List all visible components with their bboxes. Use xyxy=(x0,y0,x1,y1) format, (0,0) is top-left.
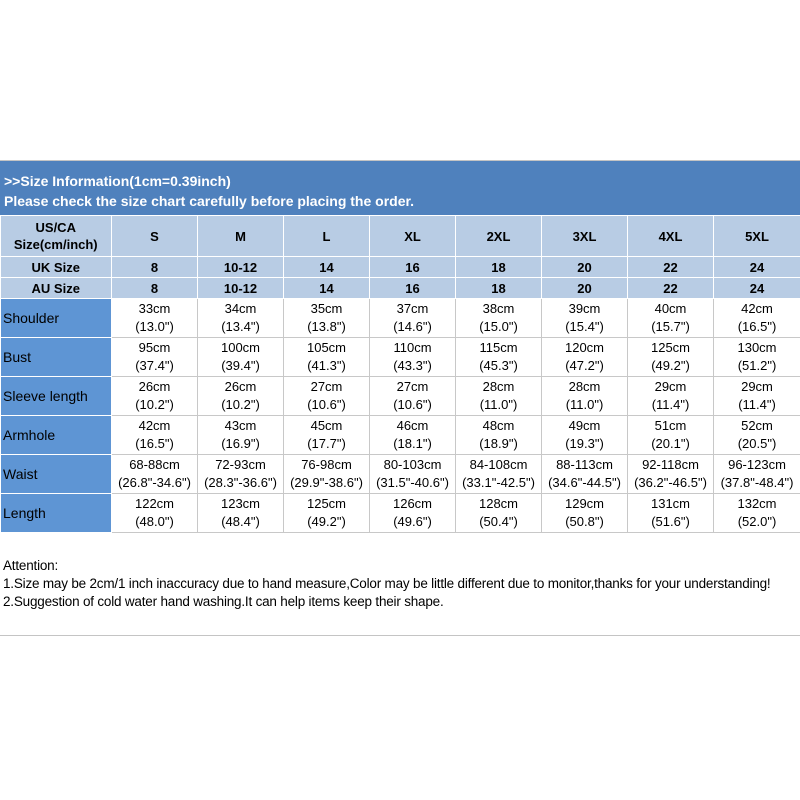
measurement-cell xyxy=(370,494,456,533)
measurement-cell xyxy=(370,377,456,416)
inch-value: (51.2") xyxy=(737,358,777,373)
measurement-row xyxy=(1,416,800,455)
measurement-cell xyxy=(370,455,456,494)
cm-value: 26cm xyxy=(138,379,171,394)
banner-subtitle: Please check the size chart carefully before placing the order. xyxy=(4,193,415,209)
inch-value: (36.2"-46.5") xyxy=(634,475,707,490)
attention-notes xyxy=(0,533,800,611)
cm-value: 131cm xyxy=(650,496,691,511)
cm-value: 38cm xyxy=(482,301,515,316)
measurement-cell xyxy=(198,494,284,533)
inch-value: (20.1") xyxy=(651,436,690,451)
inch-value: (15.0") xyxy=(479,319,518,334)
measurement-row xyxy=(1,377,800,416)
inch-value: (17.7") xyxy=(307,436,346,451)
measurement-cell xyxy=(284,338,370,377)
au-size-label: AU Size xyxy=(1,278,112,299)
cm-value: 72-93cm xyxy=(215,457,266,472)
uk-size-cell: 22 xyxy=(628,257,714,278)
inch-value: (45.3") xyxy=(479,358,518,373)
inch-value: (18.1") xyxy=(393,436,432,451)
measurement-cell xyxy=(370,299,456,338)
cm-value: 51cm xyxy=(654,418,687,433)
cm-value: 92-118cm xyxy=(642,457,699,472)
inch-value: (10.6") xyxy=(393,397,432,412)
measurement-cell xyxy=(628,494,714,533)
cm-value: 52cm xyxy=(741,418,773,433)
cm-value: 80-103cm xyxy=(383,457,442,472)
measurement-cell xyxy=(714,338,800,377)
measurement-cell xyxy=(628,455,714,494)
cm-value: 35cm xyxy=(310,301,343,316)
measurement-cell xyxy=(198,377,284,416)
size-cell: 2XL xyxy=(456,216,542,257)
inch-value: (16.5") xyxy=(135,436,174,451)
measurement-cell xyxy=(714,377,800,416)
cm-value: 122cm xyxy=(134,496,175,511)
measurement-cell xyxy=(198,455,284,494)
inch-value: (18.9") xyxy=(479,436,518,451)
cm-value: 95cm xyxy=(138,340,171,355)
inch-value: (16.5") xyxy=(737,319,777,334)
cm-value: 115cm xyxy=(479,340,518,355)
inch-value: (11.4") xyxy=(738,397,776,412)
measurement-label: Shoulder xyxy=(1,299,112,338)
us-size-label xyxy=(1,216,112,257)
size-cell: 4XL xyxy=(628,216,714,257)
measurement-cell xyxy=(112,494,198,533)
notes-line-2: 2.Suggestion of cold water hand washing.It can help items keep their shape. xyxy=(3,594,444,609)
cm-value: 96-123cm xyxy=(728,457,786,472)
us-label-line2: Size(cm/inch) xyxy=(13,237,98,252)
cm-value: 76-98cm xyxy=(301,457,352,472)
inch-value: (52.0") xyxy=(737,514,777,529)
measurement-cell xyxy=(542,299,628,338)
cm-value: 28cm xyxy=(482,379,515,394)
cm-value: 110cm xyxy=(393,340,432,355)
measurement-row xyxy=(1,338,800,377)
cm-value: 45cm xyxy=(310,418,343,433)
measurement-cell xyxy=(112,299,198,338)
inch-value: (29.9"-38.6") xyxy=(290,475,363,490)
cm-value: 68-88cm xyxy=(129,457,180,472)
notes-line-1: 1.Size may be 2cm/1 inch inaccuracy due to hand measure,Color may be little different due to monitor,thanks for your understanding! xyxy=(3,576,771,591)
cm-value: 105cm xyxy=(306,340,347,355)
cm-value: 132cm xyxy=(737,496,777,511)
measurement-cell xyxy=(112,338,198,377)
uk-size-cell: 20 xyxy=(542,257,628,278)
measurement-cell xyxy=(456,377,542,416)
inch-value: (49.6") xyxy=(393,514,432,529)
size-cell: L xyxy=(284,216,370,257)
cm-value: 130cm xyxy=(737,340,777,355)
measurement-cell xyxy=(198,299,284,338)
uk-size-cell: 14 xyxy=(284,257,370,278)
au-size-row xyxy=(1,278,800,299)
inch-value: (16.9") xyxy=(221,436,260,451)
inch-value: (10.6") xyxy=(307,397,346,412)
measurement-cell xyxy=(542,494,628,533)
measurement-cell xyxy=(714,455,800,494)
measurement-cell xyxy=(628,416,714,455)
cm-value: 46cm xyxy=(396,418,429,433)
inch-value: (37.8"-48.4") xyxy=(720,475,794,490)
inch-value: (15.7") xyxy=(651,319,690,334)
measurement-cell xyxy=(628,377,714,416)
notes-heading: Attention: xyxy=(3,558,59,573)
measurement-cell xyxy=(456,455,542,494)
inch-value: (31.5"-40.6") xyxy=(376,475,449,490)
size-cell: XL xyxy=(370,216,456,257)
measurement-cell xyxy=(456,338,542,377)
cm-value: 39cm xyxy=(568,301,601,316)
inch-value: (50.4") xyxy=(479,514,518,529)
uk-size-cell: 8 xyxy=(112,257,198,278)
measurement-row xyxy=(1,455,800,494)
cm-value: 34cm xyxy=(224,301,257,316)
us-size-row xyxy=(1,216,800,257)
cm-value: 42cm xyxy=(741,301,773,316)
measurement-row xyxy=(1,494,800,533)
au-size-cell: 18 xyxy=(456,278,542,299)
measurement-cell xyxy=(370,416,456,455)
measurement-label: Waist xyxy=(1,455,112,494)
inch-value: (13.8") xyxy=(307,319,346,334)
inch-value: (13.0") xyxy=(135,319,174,334)
inch-value: (11.0") xyxy=(565,397,604,412)
uk-size-cell: 10-12 xyxy=(198,257,284,278)
uk-size-cell: 16 xyxy=(370,257,456,278)
inch-value: (10.2") xyxy=(221,397,260,412)
inch-value: (49.2") xyxy=(651,358,690,373)
cm-value: 33cm xyxy=(138,301,171,316)
measurement-label: Bust xyxy=(1,338,112,377)
inch-value: (43.3") xyxy=(393,358,432,373)
cm-value: 48cm xyxy=(482,418,515,433)
cm-value: 26cm xyxy=(224,379,257,394)
inch-value: (15.4") xyxy=(565,319,604,334)
cm-value: 128cm xyxy=(478,496,519,511)
cm-value: 40cm xyxy=(654,301,687,316)
cm-value: 43cm xyxy=(224,418,257,433)
inch-value: (41.3") xyxy=(307,358,346,373)
inch-value: (33.1"-42.5") xyxy=(462,475,535,490)
size-cell: S xyxy=(112,216,198,257)
measurement-cell xyxy=(284,455,370,494)
measurement-cell xyxy=(542,455,628,494)
cm-value: 123cm xyxy=(220,496,261,511)
cm-value: 37cm xyxy=(396,301,429,316)
cm-value: 27cm xyxy=(310,379,343,394)
us-label-line1: US/CA xyxy=(35,220,76,235)
uk-size-cell: 24 xyxy=(714,257,800,278)
inch-value: (48.4") xyxy=(221,514,260,529)
measurement-label: Sleeve length xyxy=(1,377,112,416)
au-size-cell: 10-12 xyxy=(198,278,284,299)
measurement-cell xyxy=(542,377,628,416)
au-size-cell: 24 xyxy=(714,278,800,299)
inch-value: (37.4") xyxy=(135,358,174,373)
measurement-label: Armhole xyxy=(1,416,112,455)
cm-value: 29cm xyxy=(741,379,773,394)
cm-value: 100cm xyxy=(220,340,261,355)
measurement-cell xyxy=(714,494,800,533)
cm-value: 49cm xyxy=(568,418,601,433)
measurement-cell xyxy=(112,455,198,494)
measurement-cell xyxy=(198,416,284,455)
inch-value: (11.4") xyxy=(651,397,690,412)
inch-value: (49.2") xyxy=(307,514,346,529)
measurement-cell xyxy=(112,377,198,416)
au-size-cell: 8 xyxy=(112,278,198,299)
cm-value: 88-113cm xyxy=(556,457,613,472)
measurement-cell xyxy=(284,494,370,533)
measurement-cell xyxy=(714,299,800,338)
size-cell: M xyxy=(198,216,284,257)
uk-size-cell: 18 xyxy=(456,257,542,278)
inch-value: (20.5") xyxy=(737,436,777,451)
size-cell: 3XL xyxy=(542,216,628,257)
size-cell: 5XL xyxy=(714,216,800,257)
cm-value: 125cm xyxy=(650,340,691,355)
inch-value: (11.0") xyxy=(479,397,518,412)
measurement-cell xyxy=(284,299,370,338)
measurement-cell xyxy=(456,299,542,338)
measurement-cell xyxy=(542,416,628,455)
au-size-cell: 22 xyxy=(628,278,714,299)
cm-value: 27cm xyxy=(396,379,429,394)
size-table xyxy=(0,215,800,533)
inch-value: (51.6") xyxy=(651,514,690,529)
inch-value: (13.4") xyxy=(221,319,260,334)
measurement-cell xyxy=(112,416,198,455)
measurement-cell xyxy=(198,338,284,377)
measurement-cell xyxy=(370,338,456,377)
cm-value: 120cm xyxy=(564,340,605,355)
banner-title: >>Size Information(1cm=0.39inch) xyxy=(4,173,231,189)
inch-value: (10.2") xyxy=(135,397,174,412)
inch-value: (14.6") xyxy=(393,319,432,334)
au-size-cell: 16 xyxy=(370,278,456,299)
cm-value: 28cm xyxy=(568,379,601,394)
inch-value: (48.0") xyxy=(135,514,174,529)
au-size-cell: 14 xyxy=(284,278,370,299)
measurement-cell xyxy=(284,416,370,455)
measurement-cell xyxy=(456,494,542,533)
measurement-cell xyxy=(456,416,542,455)
inch-value: (19.3") xyxy=(565,436,604,451)
cm-value: 126cm xyxy=(392,496,433,511)
cm-value: 125cm xyxy=(306,496,347,511)
uk-size-label: UK Size xyxy=(1,257,112,278)
cm-value: 42cm xyxy=(138,418,171,433)
measurement-cell xyxy=(542,338,628,377)
measurement-cell xyxy=(284,377,370,416)
inch-value: (50.8") xyxy=(565,514,604,529)
measurement-row xyxy=(1,299,800,338)
inch-value: (26.8"-34.6") xyxy=(118,475,191,490)
measurement-cell xyxy=(628,299,714,338)
measurement-label: Length xyxy=(1,494,112,533)
inch-value: (39.4") xyxy=(221,358,260,373)
inch-value: (28.3"-36.6") xyxy=(204,475,277,490)
measurement-cell xyxy=(628,338,714,377)
inch-value: (47.2") xyxy=(565,358,604,373)
measurement-cell xyxy=(714,416,800,455)
size-info-banner xyxy=(0,161,800,215)
uk-size-row xyxy=(1,257,800,278)
au-size-cell: 20 xyxy=(542,278,628,299)
size-chart xyxy=(0,160,800,636)
cm-value: 29cm xyxy=(654,379,687,394)
cm-value: 84-108cm xyxy=(469,457,528,472)
inch-value: (34.6"-44.5") xyxy=(548,475,621,490)
cm-value: 129cm xyxy=(564,496,605,511)
